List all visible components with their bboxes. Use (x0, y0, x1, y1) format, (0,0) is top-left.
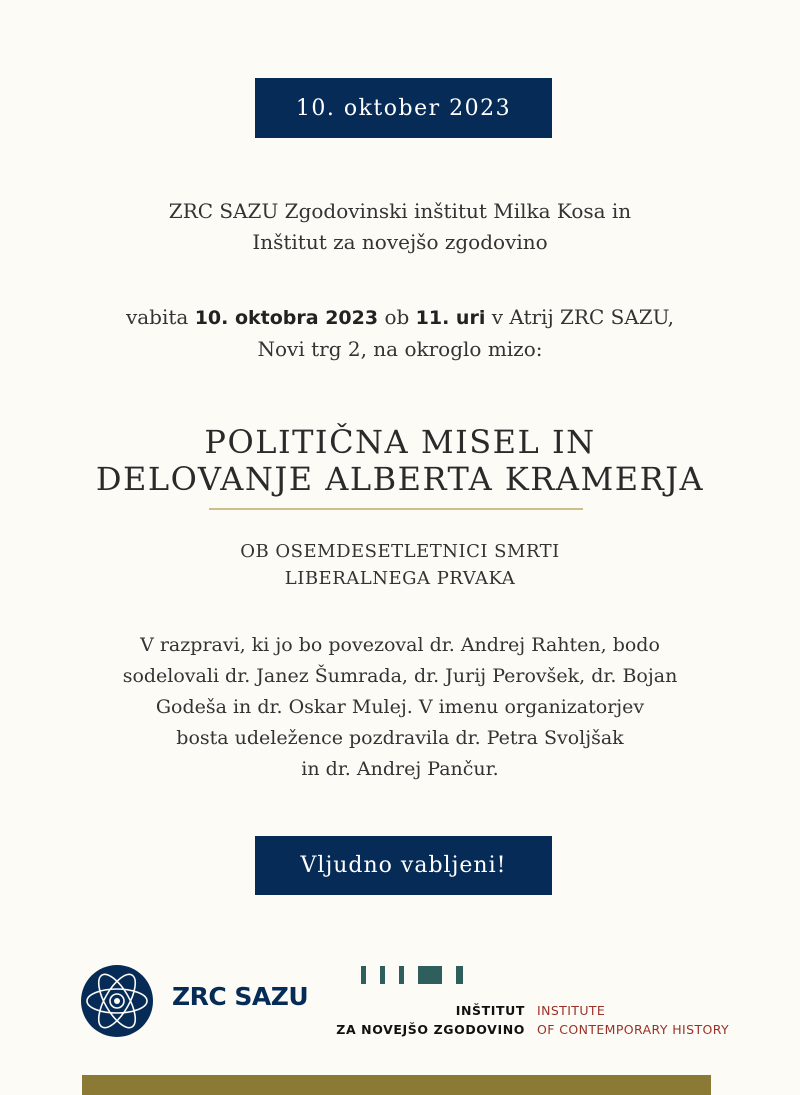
zrc-sazu-logo-text: ZRC SAZU (172, 982, 309, 1011)
description-line-1: V razpravi, ki jo bo povezoval dr. Andrej Rahten, bodo (140, 634, 660, 656)
event-subtitle-line-2: LIBERALNEGA PRVAKA (284, 568, 516, 589)
invitation (0, 302, 800, 365)
description-line-4: bosta udeležence pozdravila dr. Petra Svoljšak (176, 727, 624, 749)
inz-name-en-line-1: INSTITUTE (537, 1003, 606, 1018)
welcome-banner-text: Vljudno vabljeni! (300, 853, 507, 878)
invitation-line-1 (0, 302, 800, 334)
event-title (0, 424, 800, 498)
inz-logo-name-si (336, 1001, 525, 1039)
inz-name-line-2: ZA NOVEJŠO ZGODOVINO (336, 1022, 525, 1037)
description-line-3: Godeša in dr. Oskar Mulej. V imenu organizatorjev (155, 696, 645, 718)
event-title-line-2: DELOVANJE ALBERTA KRAMERJA (95, 460, 705, 498)
organizers-line-1: ZRC SAZU Zgodovinski inštitut Milka Kosa in (168, 199, 632, 223)
invitation-middle: ob (378, 305, 416, 329)
date-badge-text: 10. oktober 2023 (295, 95, 512, 121)
footer-bar (82, 1075, 711, 1095)
event-title-line-1: POLITIČNA MISEL IN (204, 423, 596, 461)
event-date: 10. oktobra 2023 (194, 307, 379, 329)
organizers (0, 196, 800, 258)
invitation-prefix: vabita (125, 305, 195, 329)
inz-name-line-1: INŠTITUT (455, 1003, 525, 1018)
inz-name-en-line-2: OF CONTEMPORARY HISTORY (537, 1022, 730, 1037)
date-badge (255, 78, 552, 138)
invitation-line-2: Novi trg 2, na okroglo mizo: (257, 337, 543, 361)
description-line-2: sodelovali dr. Janez Šumrada, dr. Jurij Perovšek, dr. Bojan (122, 665, 678, 687)
event-subtitle (0, 538, 800, 592)
organizers-line-2: Inštitut za novejšo zgodovino (252, 230, 548, 254)
invitation-venue: v Atrij ZRC SAZU, (485, 305, 675, 329)
event-description (0, 630, 800, 785)
title-divider (209, 508, 583, 510)
inz-logo-bars-icon (361, 966, 465, 984)
welcome-banner (255, 836, 552, 895)
event-subtitle-line-1: OB OSEMDESETLETNICI SMRTI (240, 541, 560, 562)
inz-logo-name-en (537, 1001, 729, 1039)
description-line-5: in dr. Andrej Pančur. (301, 758, 499, 780)
event-time: 11. uri (415, 307, 486, 329)
zrc-sazu-logo-icon (80, 964, 154, 1038)
